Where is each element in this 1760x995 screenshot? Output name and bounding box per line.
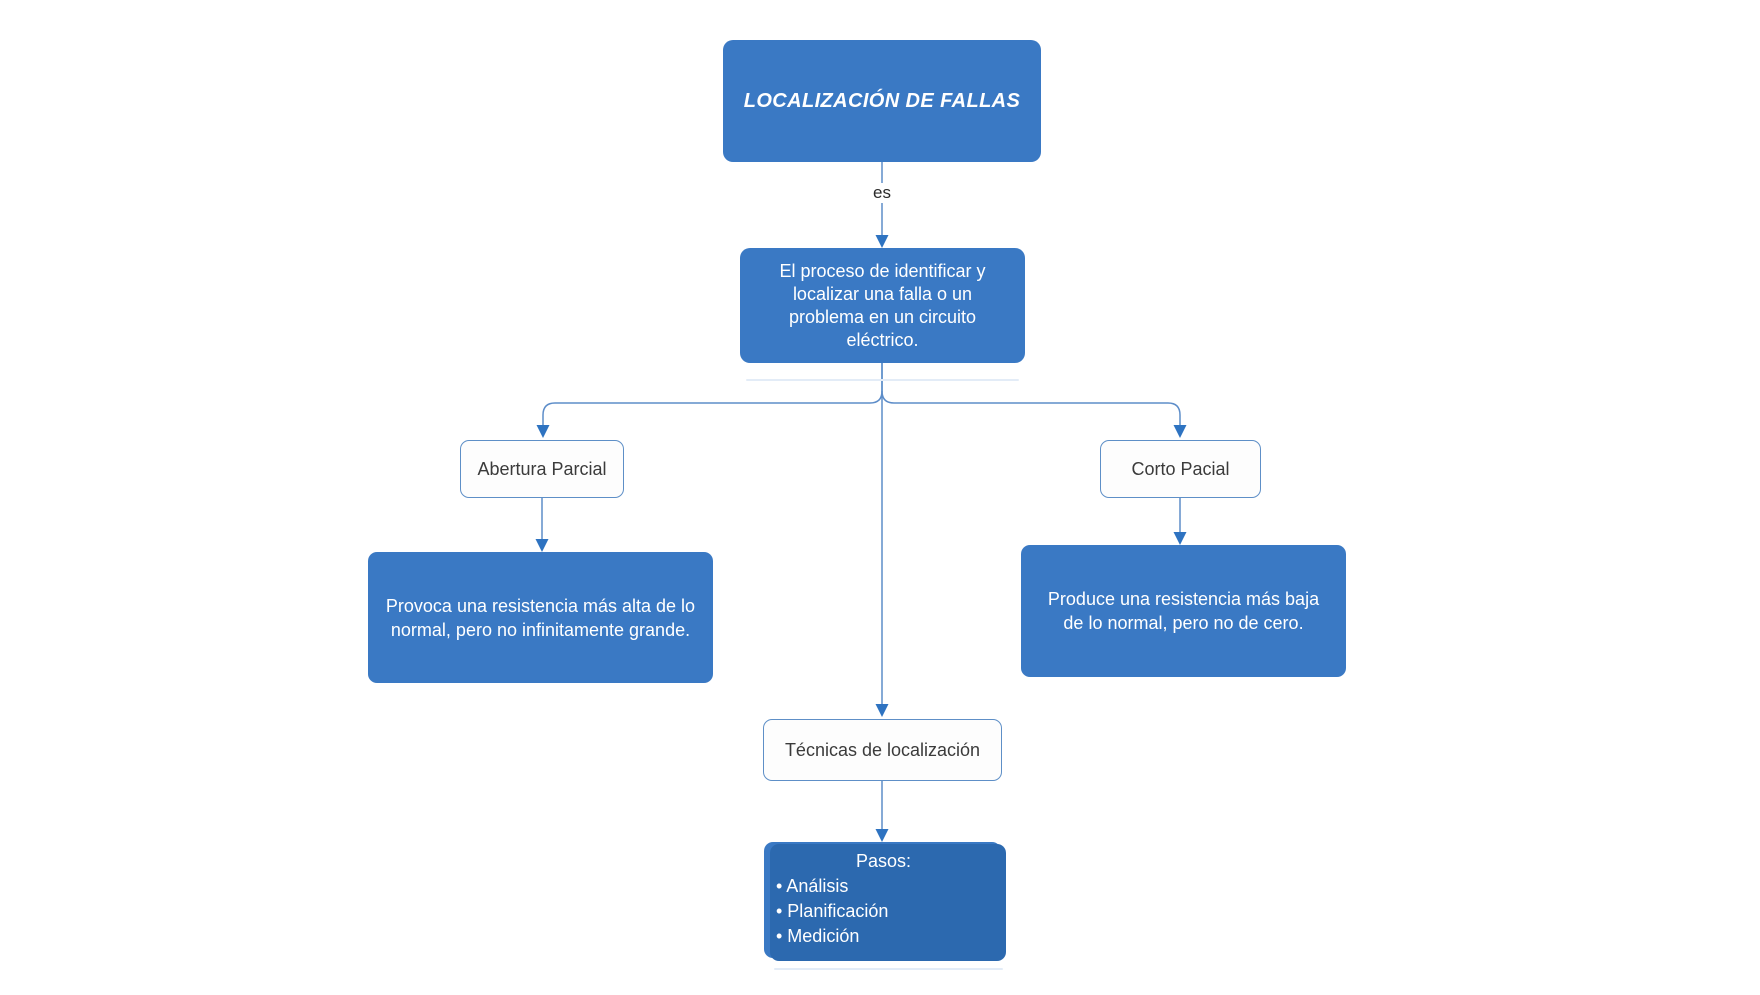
connector-left-elbow — [543, 363, 882, 426]
node-tecnicas — [763, 719, 1002, 781]
arrowhead-definition — [876, 235, 889, 248]
corto-label: Corto Pacial — [1131, 458, 1230, 479]
title-text: LOCALIZACIÓN DE FALLAS — [743, 89, 1021, 112]
node-corto-description — [1021, 545, 1346, 677]
node-definition — [740, 248, 1025, 363]
node-abertura-parcial — [460, 440, 624, 498]
corto-description-text: Produce una resistencia más baja de lo normal, pero no de cero. — [1047, 589, 1320, 633]
arrowhead-pasos — [876, 829, 889, 842]
edge-label-es: es — [867, 183, 897, 203]
node-abertura-description — [368, 552, 713, 683]
arrowhead-corto-desc — [1174, 532, 1187, 545]
arrowhead-corto — [1174, 425, 1187, 438]
abertura-label: Abertura Parcial — [477, 458, 607, 479]
pasos-item-analisis: • Análisis — [776, 876, 849, 896]
connector-right-elbow — [882, 391, 1180, 426]
node-title — [723, 40, 1041, 162]
arrowhead-abertura-desc — [536, 539, 549, 552]
pasos-item-planificacion: • Planificación — [776, 901, 889, 921]
arrowhead-abertura — [537, 425, 550, 438]
pasos-item-medicion: • Medición — [776, 926, 860, 946]
node-pasos — [764, 842, 1001, 958]
definition-text: El proceso de identificar y localizar una falla o un problema en un circuito eléctrico. — [779, 260, 986, 350]
node-corto-pacial — [1100, 440, 1261, 498]
abertura-description-text: Provoca una resistencia más alta de lo normal, pero no infinitamente grande. — [385, 595, 696, 640]
pasos-title: Pasos: — [855, 851, 912, 871]
arrowhead-tecnicas — [876, 704, 889, 717]
tecnicas-label: Técnicas de localización — [784, 739, 981, 760]
